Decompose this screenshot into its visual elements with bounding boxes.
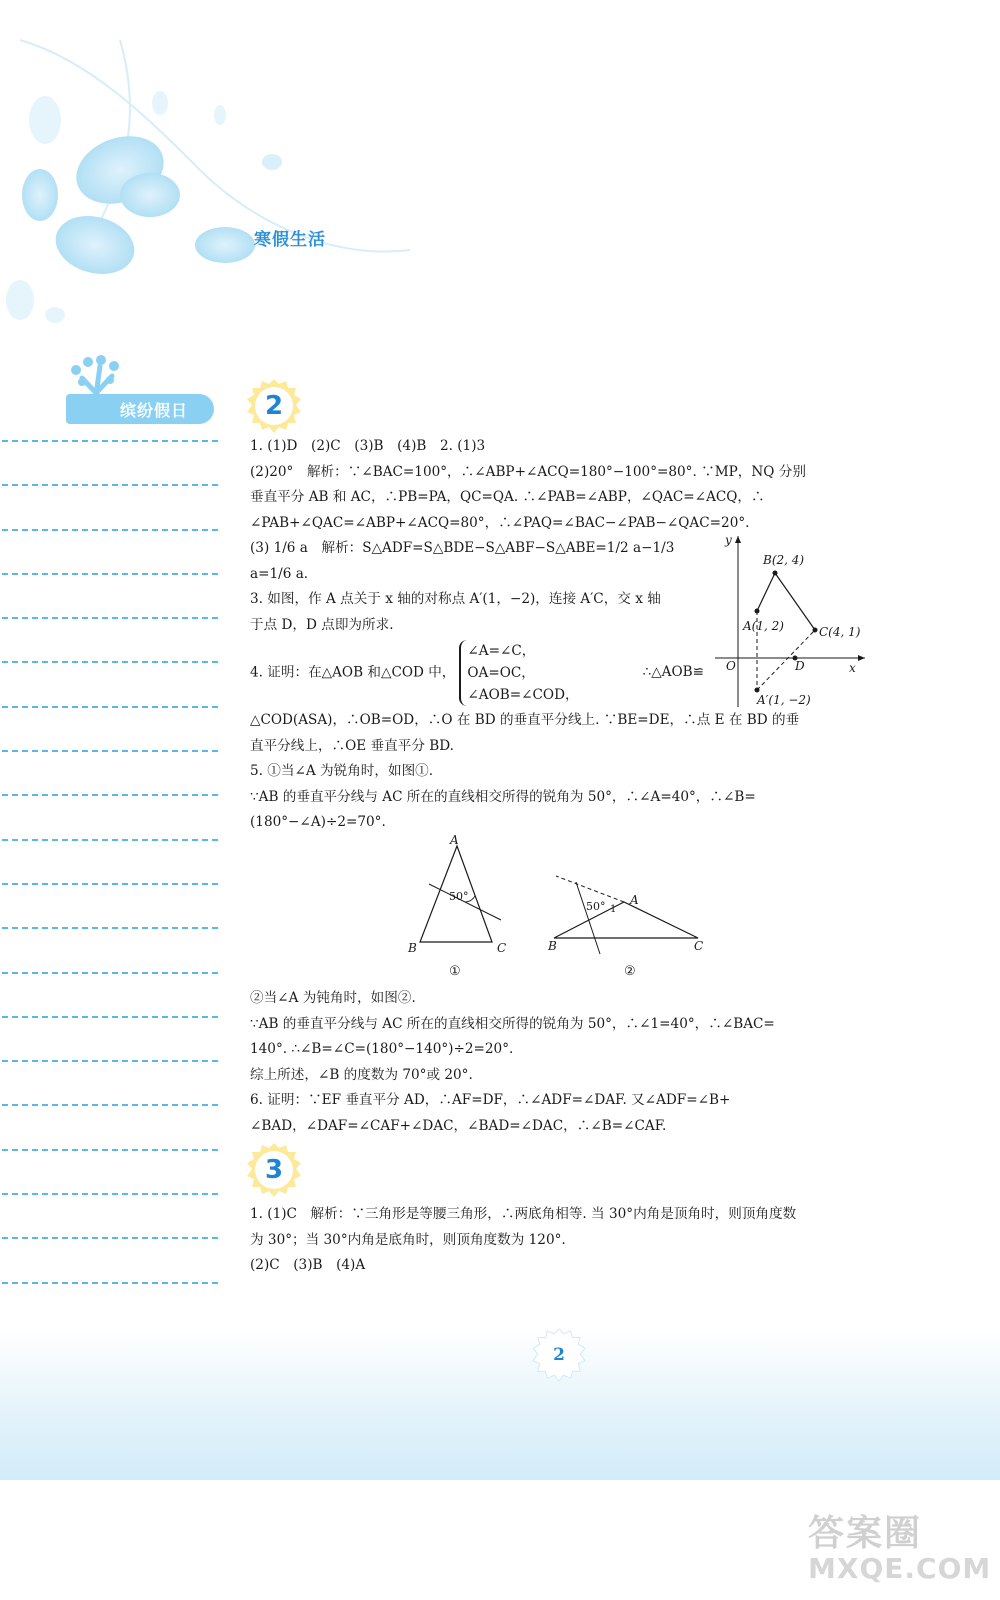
answer-line: 于点 D，D 点即为所求. xyxy=(250,616,394,633)
badge-number: 2 xyxy=(264,391,284,421)
origin-label: O xyxy=(726,659,736,673)
note-line xyxy=(2,927,218,929)
point-a-label: A(1, 2) xyxy=(743,619,784,633)
note-line xyxy=(2,573,218,575)
bottom-band xyxy=(0,1330,1000,1480)
answer-line: 为 30°；当 30°内角是底角时，则顶角度数为 120°. xyxy=(250,1231,566,1248)
answer-line: ∵AB 的垂直平分线与 AC 所在的直线相交所得的锐角为 50°，∴∠1=40°，∴∠BAC= xyxy=(250,1015,775,1032)
note-line xyxy=(2,794,218,796)
note-line xyxy=(2,1060,218,1062)
segment-ab xyxy=(757,573,775,611)
figure-caption: ① xyxy=(449,964,461,979)
page-number: 2 xyxy=(553,1345,565,1365)
answer-line: △COD(ASA)，∴OB=OD，∴O 在 BD 的垂直平分线上. ∵BE=DE，∴点 E 在 BD 的垂 xyxy=(250,712,800,728)
note-line xyxy=(2,1104,218,1106)
note-line xyxy=(2,839,218,841)
section-3-answers xyxy=(250,1202,870,1279)
y-axis-label: y xyxy=(725,533,732,547)
note-line xyxy=(2,1282,218,1284)
note-line xyxy=(2,1193,218,1195)
point-c xyxy=(813,628,818,633)
coordinate-figure xyxy=(715,532,870,712)
note-line xyxy=(2,1237,218,1239)
note-line xyxy=(2,661,218,663)
perpendicular-bisector xyxy=(576,882,600,954)
answer-line: 140°. ∴∠B=∠C=(180°−140°)÷2=20°. xyxy=(250,1041,514,1057)
point-a-prime xyxy=(755,688,760,693)
vertex-c-label: C xyxy=(497,941,507,955)
answer-line: (2)20° 解析：∵∠BAC=100°，∴∠ABP+∠ACQ=180°−100°=80°. ∵MP，NQ 分别 xyxy=(250,463,806,480)
answer-line: 6. 证明：∵EF 垂直平分 AD，∴AF=DF，∴∠ADF=∠DAF. 又∠ADF=∠B+ xyxy=(250,1092,731,1108)
point-d-label: D xyxy=(795,659,805,673)
answer-line: 直平分线上，∴OE 垂直平分 BD. xyxy=(250,737,454,754)
answer-line: ∠BAD，∠DAF=∠CAF+∠DAC，∠BAD=∠DAC，∴∠B=∠CAF. xyxy=(250,1117,667,1134)
note-line xyxy=(2,750,218,752)
answer-line: 5. ①当∠A 为锐角时，如图①. xyxy=(250,763,434,779)
x-axis-label: x xyxy=(849,661,856,675)
triangle-abc xyxy=(554,902,698,938)
q4-statement xyxy=(250,640,720,706)
q4-case: OA=OC， xyxy=(467,665,535,681)
note-line xyxy=(2,1149,218,1151)
point-b xyxy=(773,571,778,576)
watermark-logo: 答案圈 xyxy=(808,1513,923,1554)
q4-suffix: ∴△AOB≌ xyxy=(642,664,705,681)
y-axis-arrow xyxy=(735,536,741,543)
x-axis-arrow xyxy=(858,655,865,661)
q4-prefix: 4. 证明：在△AOB 和△COD 中， xyxy=(250,664,456,681)
answer-line: ∵AB 的垂直平分线与 AC 所在的直线相交所得的锐角为 50°，∴∠A=40°，∴∠B= xyxy=(250,788,756,805)
extension-ca xyxy=(556,876,624,902)
note-line xyxy=(2,1016,218,1018)
note-line xyxy=(2,440,218,442)
answer-line: (3) 1/6 a 解析：S△ADF=S△BDE−S△ABF−S△ABE=1/2 a−1/3 a=1/6 a. xyxy=(250,540,675,582)
point-c-label: C(4, 1) xyxy=(819,625,861,639)
triangle-figure-1 xyxy=(405,830,525,980)
answer-line: 1. (1)C 解析：∵三角形是等腰三角形，∴两底角相等. 当 30°内角是顶角时，则顶角度数 xyxy=(250,1206,797,1222)
point-a xyxy=(755,609,760,614)
angle-label: 50° xyxy=(586,900,606,913)
vertex-a-label: A xyxy=(630,893,639,907)
watermark-url: MXQE.COM xyxy=(808,1552,992,1585)
note-line xyxy=(2,883,218,885)
q4-case: ∠A=∠C， xyxy=(467,643,536,659)
q4-case: ∠AOB=∠COD， xyxy=(467,687,579,703)
note-line xyxy=(2,484,218,486)
angle-label: 50° xyxy=(449,890,469,903)
note-line xyxy=(2,529,218,531)
section-badge-3 xyxy=(246,1142,302,1198)
vertex-a-label: A xyxy=(450,833,459,847)
answer-line: ②当∠A 为钝角时，如图②. xyxy=(250,990,416,1006)
answer-line: 3. 如图，作 A 点关于 x 轴的对称点 A′(1，−2)，连接 A′C，交 x 轴 xyxy=(250,591,661,607)
answer-line: 1. (1)D (2)C (3)B (4)B 2. (1)3 xyxy=(250,438,486,454)
answer-line: 综上所述，∠B 的度数为 70°或 20°. xyxy=(250,1066,473,1083)
section-2-answers-cont xyxy=(250,986,870,1139)
answer-line: (2)C (3)B (4)A xyxy=(250,1257,366,1273)
answer-line: ∠PAB+∠QAC=∠ABP+∠ACQ=80°，∴∠PAQ=∠BAC−∠PAB−∠QAC=20°. xyxy=(250,514,750,531)
note-line xyxy=(2,617,218,619)
segment-a-prime-c xyxy=(757,630,815,690)
triangle-figure-2 xyxy=(540,862,720,980)
vertex-b-label: B xyxy=(548,939,557,953)
section-badge-2 xyxy=(246,378,302,434)
section-banner xyxy=(62,352,242,436)
note-line xyxy=(2,706,218,708)
answer-line: 垂直平分 AB 和 AC，∴PB=PA，QC=QA. ∴∠PAB=∠ABP，∠QAC=∠ACQ，∴ xyxy=(250,489,765,505)
note-line xyxy=(2,972,218,974)
point-b-label: B(2, 4) xyxy=(763,553,805,567)
badge-number: 3 xyxy=(264,1155,284,1185)
banner-label: 缤纷假日 xyxy=(120,401,189,420)
point-a-prime-label: A′(1, −2) xyxy=(757,693,811,707)
note-lines xyxy=(0,440,225,1326)
q4-brace xyxy=(459,640,578,706)
angle-one-label: 1 xyxy=(610,904,617,915)
vertex-c-label: C xyxy=(694,939,704,953)
figure-caption: ② xyxy=(624,964,636,979)
answer-line: (180°−∠A)÷2=70°. xyxy=(250,814,386,830)
floral-decoration xyxy=(0,0,420,370)
page-number-badge xyxy=(532,1328,586,1382)
series-title: 寒假生活 xyxy=(254,230,326,250)
vertex-b-label: B xyxy=(408,941,417,955)
